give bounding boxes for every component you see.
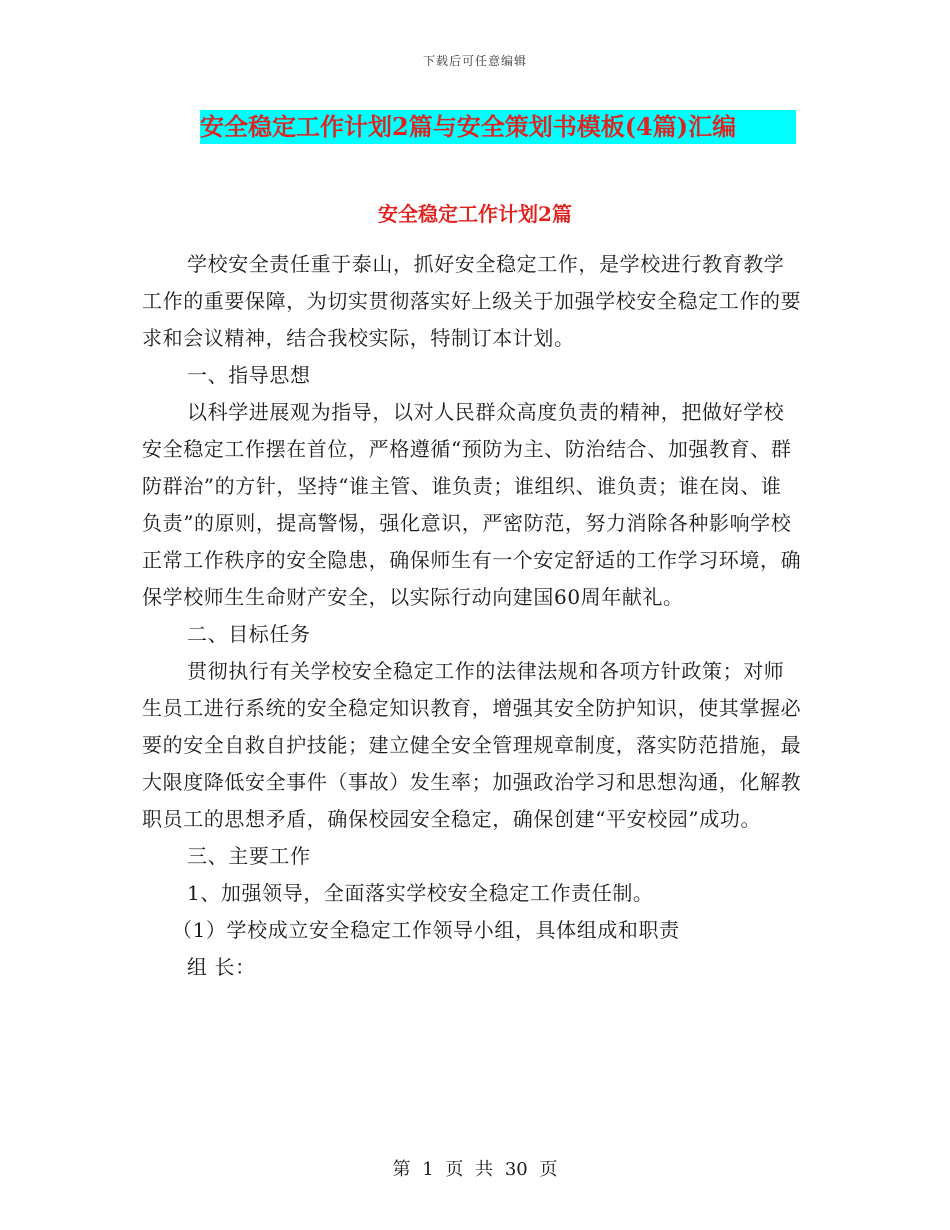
- main-work-item-1: 1、加强领导，全面落实学校安全稳定工作责任制。: [187, 881, 654, 905]
- header-note: 下载后可任意编辑: [422, 54, 527, 68]
- document-body: [142, 246, 802, 986]
- guiding-ideology-paragraph: 以科学进展观为指导，以对人民群众高度负责的精神，把做好学校安全稳定工作摆在首位，严格遵循“预防为主、防治结合、加强教育、群防群治”的方针，坚持“谁主管、谁负责；谁组织、谁负责；谁在岗、谁负责”的原则，提高警惕，强化意识，严密防范，努力消除各种影响学校正常工作秩序的安全隐患，确保师生有一个安定舒适的工作学习环境，确保学校师生生命财产安全，以实际行动向建国60周年献礼。: [142, 400, 802, 609]
- heading-main-work: 三、主要工作: [187, 844, 311, 868]
- team-leader-label: 组 长：: [187, 955, 256, 979]
- intro-paragraph: 学校安全责任重于泰山，抓好安全稳定工作，是学校进行教育教学工作的重要保障，为切实贯彻落实好上级关于加强学校安全稳定工作的要求和会议精神，结合我校实际，特制订本计划。: [142, 252, 802, 350]
- heading-objectives: 二、目标任务: [187, 622, 311, 646]
- section-title: 安全稳定工作计划2篇: [378, 202, 572, 226]
- document-title: 安全稳定工作计划2篇与安全策划书模板(4篇)汇编: [200, 110, 796, 144]
- main-work-item-1-1: （1）学校成立安全稳定工作领导小组，具体组成和职责: [172, 918, 680, 942]
- page-number: 第 1 页 共 30 页: [392, 1159, 558, 1180]
- objectives-paragraph: 贯彻执行有关学校安全稳定工作的法律法规和各项方针政策；对师生员工进行系统的安全稳定知识教育，增强其安全防护知识，使其掌握必要的安全自救自护技能；建立健全安全管理规章制度，落实防范措施，最大限度降低安全事件（事故）发生率；加强政治学习和思想沟通，化解教职员工的思想矛盾，确保校园安全稳定，确保创建“平安校园”成功。: [142, 659, 802, 831]
- heading-guiding-ideology: 一、指导思想: [187, 363, 311, 387]
